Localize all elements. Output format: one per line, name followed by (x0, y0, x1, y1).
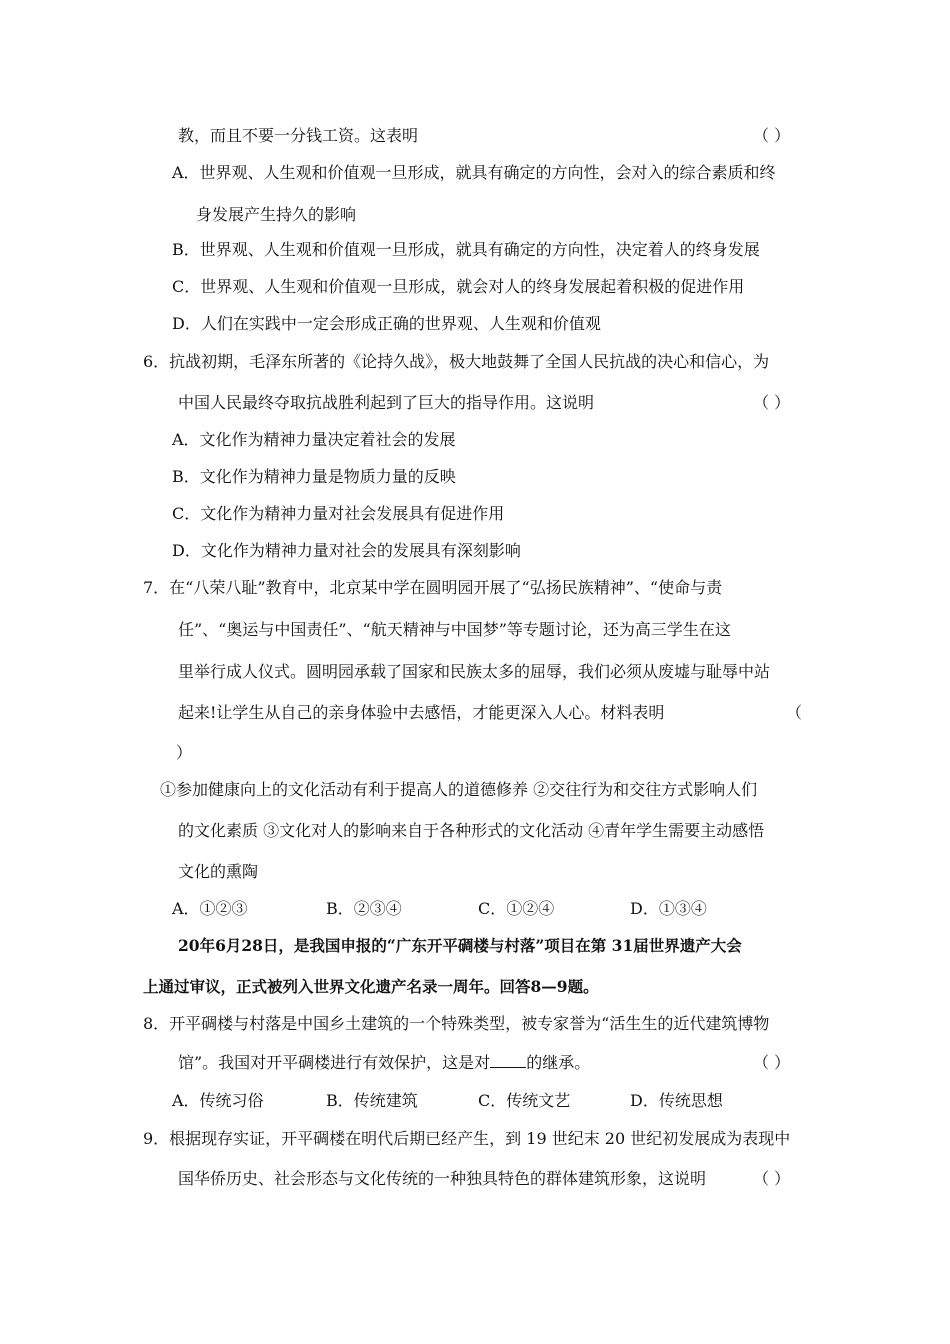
q5-option-a: A．世界观、人生观和价值观一旦形成，就具有确定的方向性，会对入的综合素质和终 (172, 163, 776, 182)
q8-option-b: B．传统建筑 (326, 1091, 418, 1110)
q7-option-a: A．①②③ (172, 899, 248, 918)
q6-stem: 6．抗战初期，毛泽东所著的《论持久战》，极大地鼓舞了全国人民抗战的决心和信心，为 (143, 352, 770, 371)
q5-option-c: C．世界观、人生观和价值观一旦形成，就会对人的终身发展起着积极的促进作用 (172, 277, 745, 296)
q7-stem-line-2: 任”、“奥运与中国责任”、“航天精神与中国梦”等专题讨论，还为高三学生在这 (178, 620, 731, 639)
q9-answer-paren: （ ） (753, 1169, 791, 1188)
q8-option-d: D．传统思想 (630, 1091, 723, 1110)
q5-option-d: D．人们在实践中一定会形成正确的世界观、人生观和价值观 (172, 314, 601, 333)
q7-answer-paren-close: ） (176, 743, 193, 762)
q7-stem-line-4: 起来!让学生从自己的亲身体验中去感悟，才能更深入人心。材料表明 (178, 703, 665, 722)
q5-option-a-cont: 身发展产生持久的影响 (196, 205, 357, 224)
material-text-cont: 上通过审议，正式被列入世界文化遗产名录一周年。回答8—9题。 (143, 977, 599, 996)
q8-option-a: A．传统习俗 (172, 1091, 264, 1110)
q5-stem-tail: 教，而且不要一分钱工资。这表明 (178, 126, 419, 145)
q7-option-d: D．①③④ (630, 899, 707, 918)
q5-answer-paren: （ ） (753, 126, 791, 145)
q8-stem: 8．开平碉楼与村落是中国乡土建筑的一个特殊类型，被专家誉为“活生生的近代建筑博物 (143, 1014, 770, 1033)
q6-option-d: D．文化作为精神力量对社会的发展具有深刻影响 (172, 541, 521, 560)
q9-stem: 9．根据现存实证，开平碉楼在明代后期已经产生，到 19 世纪末 20 世纪初发展成为表现中 (143, 1129, 791, 1148)
q7-items-cont-2: 文化的熏陶 (178, 862, 259, 881)
q6-stem-cont: 中国人民最终夺取抗战胜利起到了巨大的指导作用。这说明 (178, 393, 595, 412)
q6-option-b: B．文化作为精神力量是物质力量的反映 (172, 467, 456, 486)
q5-option-b: B．世界观、人生观和价值观一旦形成，就具有确定的方向性，决定着人的终身发展 (172, 240, 760, 259)
q6-option-a: A．文化作为精神力量决定着社会的发展 (172, 430, 456, 449)
q7-stem-line-3: 里举行成人仪式。圆明园承载了国家和民族太多的屈辱，我们必须从废墟与耻辱中站 (178, 662, 771, 681)
q7-option-c: C．①②④ (478, 899, 555, 918)
q6-answer-paren: （ ） (753, 393, 791, 412)
q8-stem-cont (178, 1053, 590, 1073)
q7-items: ①参加健康向上的文化活动有利于提高人的道德修养 ②交往行为和交往方式影响人们 (160, 780, 758, 799)
q8-stem-text: 馆”。我国对开平碉楼进行有效保护，这是对 (178, 1053, 491, 1072)
q7-answer-paren-open: （ (786, 703, 803, 722)
q7-stem: 7．在“八荣八耻”教育中，北京某中学在圆明园开展了“弘扬民族精神”、“使命与责 (143, 578, 723, 597)
q9-stem-cont: 国华侨历史、社会形态与文化传统的一种独具特色的群体建筑形象，这说明 (178, 1169, 707, 1188)
q8-stem-text-end: 的继承。 (526, 1053, 591, 1072)
q8-answer-paren: （ ） (753, 1053, 791, 1072)
q7-items-cont: 的文化素质 ③文化对人的影响来自于各种形式的文化活动 ④青年学生需要主动感悟 (178, 821, 765, 840)
material-text: 20年6月28日，是我国申报的“广东开平碉楼与村落”项目在第 31届世界遗产大会 (178, 936, 742, 955)
q8-fill-blank (490, 1053, 526, 1068)
q7-option-b: B．②③④ (326, 899, 402, 918)
q8-option-c: C．传统文艺 (478, 1091, 571, 1110)
q6-option-c: C．文化作为精神力量对社会发展具有促进作用 (172, 504, 505, 523)
